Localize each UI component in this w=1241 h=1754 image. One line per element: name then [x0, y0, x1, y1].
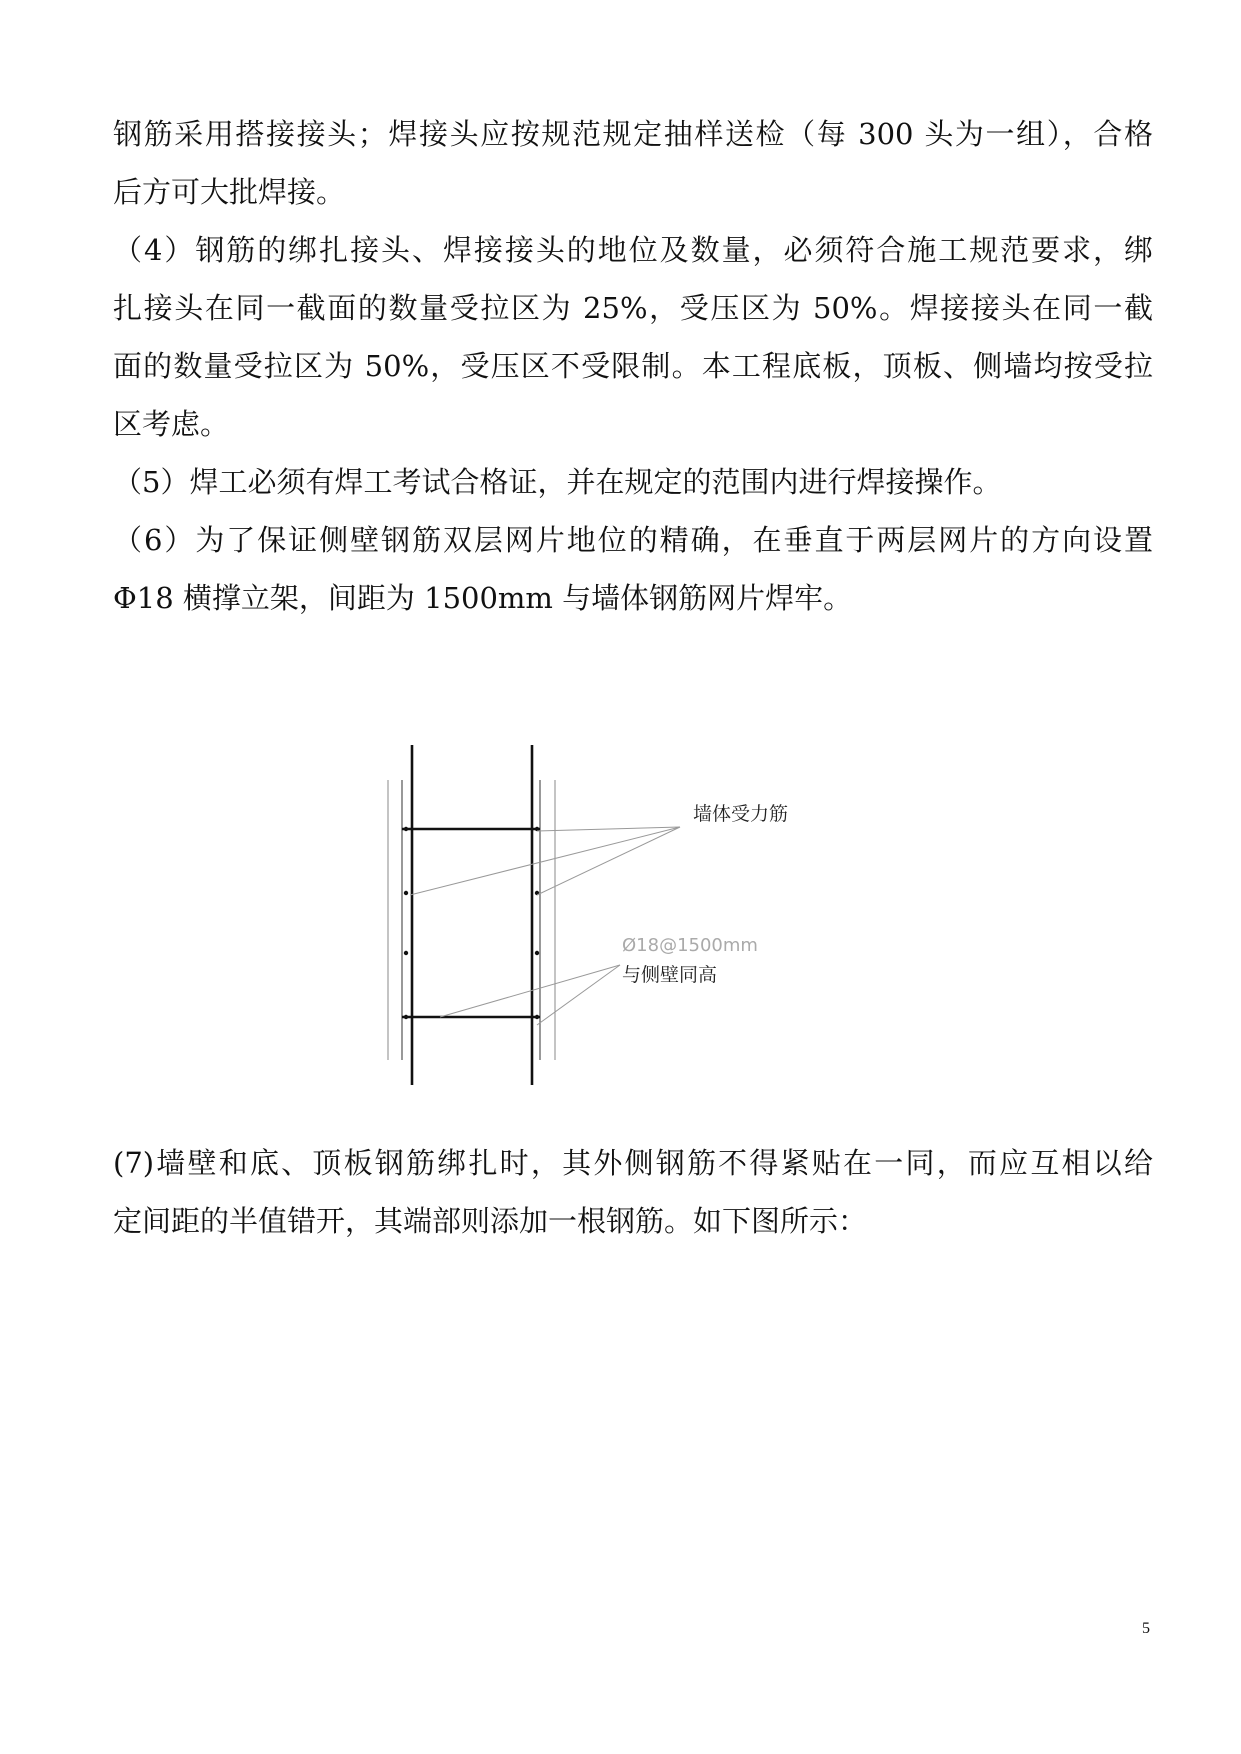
- leader-line: [410, 827, 680, 895]
- label-main-bar: 墙体受力筋: [693, 803, 789, 825]
- paragraph-line: 后方可大批焊接。: [113, 175, 346, 209]
- rebar-dot: [404, 891, 408, 895]
- rebar-dot: [404, 951, 408, 955]
- leader-line: [537, 827, 680, 895]
- paragraph-line: 定间距的半值错开，其端部则添加一根钢筋。如下图所示：: [113, 1204, 868, 1238]
- rebar-spacer-diagram: [380, 745, 820, 1095]
- leader-line: [537, 965, 620, 1025]
- paragraph-line: (7)墙壁和底、顶板钢筋绑扎时，其外侧钢筋不得紧贴在一同，而应互相以给: [113, 1146, 1153, 1180]
- paragraph-line: （4）钢筋的绑扎接头、焊接接头的地位及数量，必须符合施工规范要求，绑: [113, 233, 1153, 267]
- rebar-dot: [535, 951, 539, 955]
- paragraph-line: 钢筋采用搭接接头；焊接头应按规范规定抽样送检（每 300 头为一组），合格: [113, 117, 1153, 151]
- paragraph-line: 面的数量受拉区为 50%，受压区不受限制。本工程底板，顶板、侧墙均按受拉: [113, 349, 1153, 383]
- leader-line: [537, 827, 680, 831]
- paragraph-line: 扎接头在同一截面的数量受拉区为 25%，受压区为 50%。焊接接头在同一截: [113, 291, 1153, 325]
- paragraph-line: （5）焊工必须有焊工考试合格证，并在规定的范围内进行焊接操作。: [113, 465, 1002, 499]
- rebar-dot: [404, 827, 408, 831]
- paragraph-line: （6）为了保证侧壁钢筋双层网片地位的精确，在垂直于两层网片的方向设置: [113, 523, 1153, 557]
- rebar-dot: [404, 1015, 408, 1019]
- rebar-dot: [535, 1015, 539, 1019]
- label-spacing: Ø18@1500mm: [622, 935, 758, 956]
- paragraph-line: Φ18 横撑立架，间距为 1500mm 与墙体钢筋网片焊牢。: [113, 581, 853, 615]
- paragraph-line: 区考虑。: [113, 407, 230, 441]
- leader-line: [440, 965, 620, 1017]
- page-number: 5: [1142, 1620, 1150, 1637]
- label-height: 与侧壁同高: [622, 964, 718, 986]
